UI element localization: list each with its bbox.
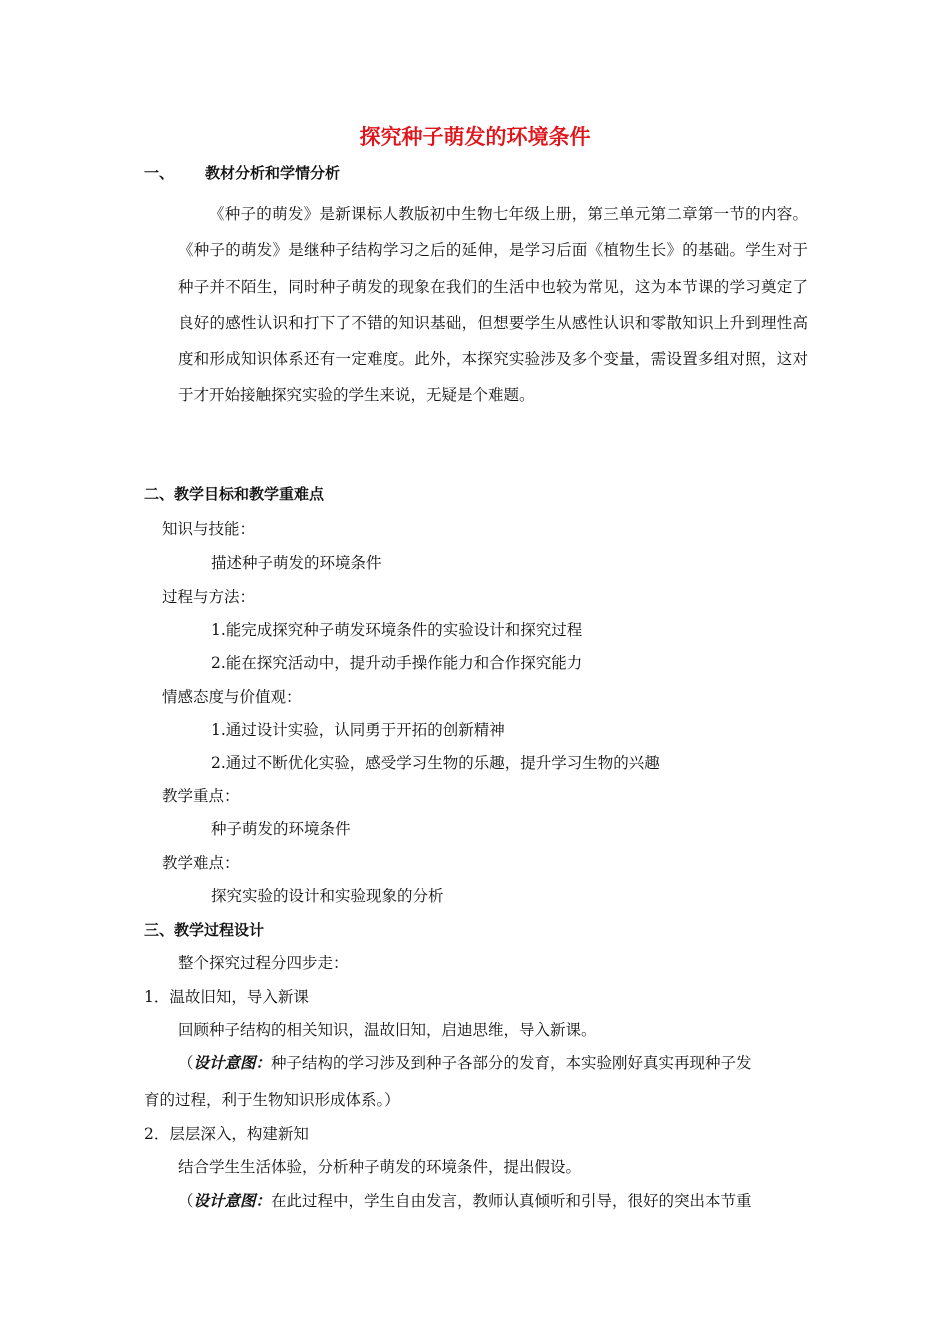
knowledge-label: 知识与技能： [162,520,256,538]
step1-intent-label: 设计意图： [193,1054,272,1072]
key-point-label: 教学重点： [162,787,240,805]
section3-heading: 三、教学过程设计 [144,921,265,939]
process-label: 过程与方法： [162,588,256,606]
step1-intent [178,1053,752,1073]
step1-intent-open: （ [178,1054,194,1072]
step2-intent-label: 设计意图： [193,1192,272,1210]
key-point-item: 种子萌发的环境条件 [211,820,351,838]
step2-text: 结合学生生活体验，分析种子萌发的环境条件，提出假设。 [178,1158,582,1176]
step2-intent [178,1191,752,1211]
difficulty-label: 教学难点： [162,854,240,872]
page-title: 探究种子萌发的环境条件 [359,125,591,149]
step2-title: 2．层层深入，构建新知 [144,1125,309,1143]
difficulty-item: 探究实验的设计和实验现象的分析 [211,887,444,905]
step1-text: 回顾种子结构的相关知识，温故旧知，启迪思维，导入新课。 [178,1021,597,1039]
section3-intro: 整个探究过程分四步走： [178,954,349,972]
process-item: 2.能在探究活动中，提升动手操作能力和合作探究能力 [211,654,583,672]
step2-intent-open: （ [178,1192,194,1210]
section2-heading: 二、教学目标和教学重难点 [144,485,325,503]
emotion-item: 2.通过不断优化实验，感受学习生物的乐趣，提升学习生物的兴趣 [211,754,660,772]
process-item: 1.能完成探究种子萌发环境条件的实验设计和探究过程 [211,621,583,639]
emotion-label: 情感态度与价值观： [162,688,302,706]
section1-heading: 教材分析和学情分析 [205,164,341,182]
emotion-item: 1.通过设计实验，认同勇于开拓的创新精神 [211,721,505,739]
step1-title: 1．温故旧知，导入新课 [144,988,309,1006]
section1-number: 一、 [144,164,175,182]
knowledge-item: 描述种子萌发的环境条件 [211,554,382,572]
step1-intent-text: 种子结构的学习涉及到种子各部分的发育，本实验刚好真实再现种子发 [271,1054,752,1072]
section1-paragraph: 《种子的萌发》是新课标人教版初中生物七年级上册，第三单元第二章第一节的内容。《种子的萌发》是继种子结构学习之后的延伸，是学习后面《植物生长》的基础。学生对于种子并不陌生，同时种子萌发的现象在我们的生活中也较为常见，这为本节课的学习奠定了良好的感性认识和打下了不错的知识基础，但想要学生从感性认识和零散知识上升到理性高度和形成知识体系还有一定难度。此外，本探究实验涉及多个变量，需设置多组对照，这对于才开始接触探究实验的学生来说，无疑是个难题。 [178,205,808,405]
step1-intent-cont: 育的过程，利于生物知识形成体系。） [144,1091,400,1109]
step2-intent-text: 在此过程中，学生自由发言，教师认真倾听和引导，很好的突出本节重 [271,1192,752,1210]
